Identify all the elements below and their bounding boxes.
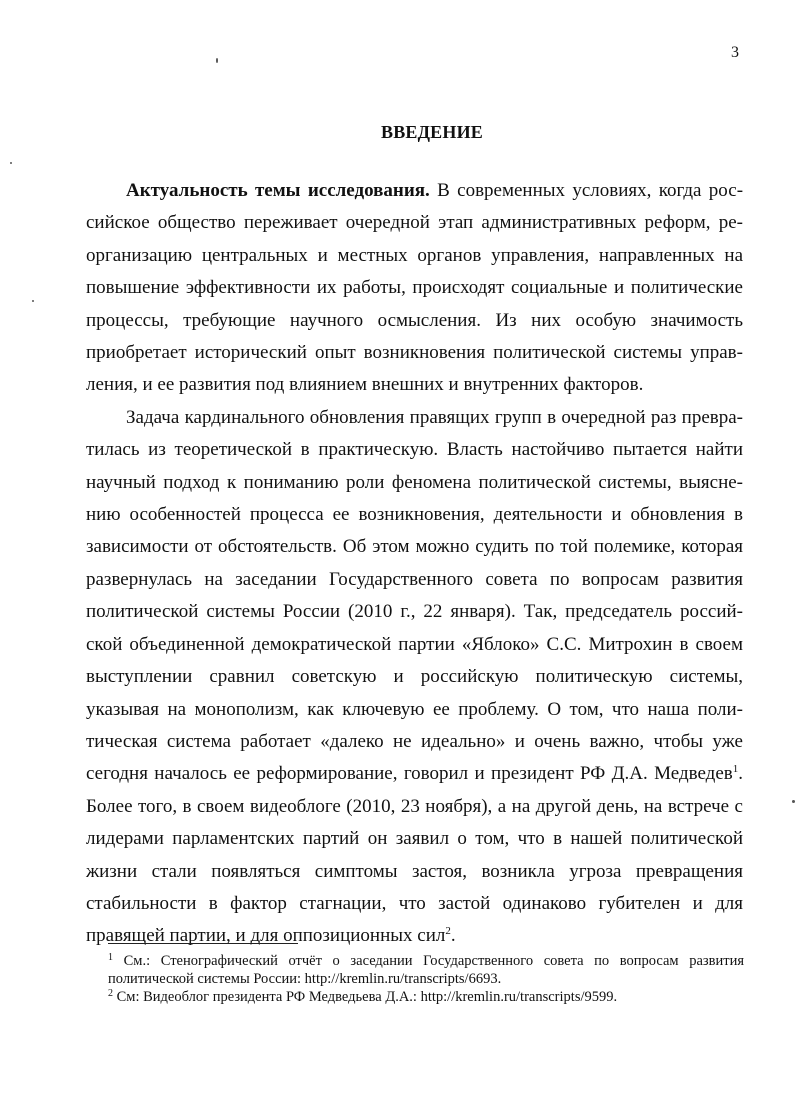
- paragraph-task: [86, 402, 743, 953]
- paragraph-lead: Актуальность темы исследования.: [126, 180, 430, 201]
- body-text: [86, 175, 743, 953]
- paragraph-text: .: [450, 925, 456, 947]
- paragraph-text: Задача кардинального обновления правящих групп в очередной раз превратилась из теоретической в практическую. Власть настойчиво пытается найти научный подход к пониманию роли феномена политической системы, выяснению особенностей процесса ее возникновения, деятельности и обновления в зависимости от обстоятельств. Об этом можно судить по той полемике, которая развернулась на заседании Государственного совета по вопросам развития политической системы России (2010 г., 22 января). Так, председатель российской объединенной демократической партии «Яблоко» С.С. Митрохин в своем выступлении сравнил советскую и российскую политическую системы, указывая на монополизм, как ключевую ее проблему. О том, что наша политическая система работает «далеко не идеально» и очень важно, чтобы уже сегодня началось ее реформирование, говорил и президент РФ Д.А. Медведев: [86, 406, 743, 785]
- scan-speck: [10, 162, 12, 164]
- page-number: 3: [731, 44, 739, 61]
- section-heading: ВВЕДЕНИЕ: [380, 122, 483, 142]
- footnote-reference: 1: [732, 763, 739, 776]
- scan-speck: [216, 58, 218, 63]
- paragraph-text: . Более того, в своем видеоблоге (2010, 23 ноября), а на другой день, на встрече с лидерами парламентских партий он заявил о том, что в нашей политической жизни стали появляться симптомы застоя, возникла угроза превращения стабильности в фактор стагнации, что застой одинаково губителен и для правящей партии, и для оппозиционных сил: [86, 763, 743, 947]
- footnote-reference: 2: [445, 925, 451, 938]
- scan-speck: [32, 300, 34, 302]
- scan-speck: [792, 800, 795, 803]
- footnotes: [108, 952, 744, 1006]
- footnote-marker: 1: [108, 952, 113, 963]
- footnote-marker: 2: [108, 988, 113, 999]
- footnote-divider: [108, 943, 298, 944]
- footnote-text: См: Видеоблог президента РФ Медведьева Д.А.: http://kremlin.ru/transcripts/9599.: [113, 989, 618, 1005]
- paragraph-relevance: [86, 175, 743, 402]
- footnote-text: См.: Стенографический отчёт о заседании Государственного совета по вопросам развития политической системы России: http://kremlin.ru/transcripts/6693.: [108, 953, 744, 987]
- footnote-item: [108, 952, 744, 988]
- footnote-item: [108, 988, 744, 1006]
- paragraph-text: В современных условиях, когда российское общество переживает очередной этап административных реформ, реорганизацию центральных и местных органов управления, направленных на повышение эффективности их работы, происходят социальные и политические процессы, требующие научного осмысления. Из них особую значимость приобретает исторический опыт возникновения политической системы управления, и ее развития под влиянием внешних и внутренних факторов.: [86, 180, 744, 396]
